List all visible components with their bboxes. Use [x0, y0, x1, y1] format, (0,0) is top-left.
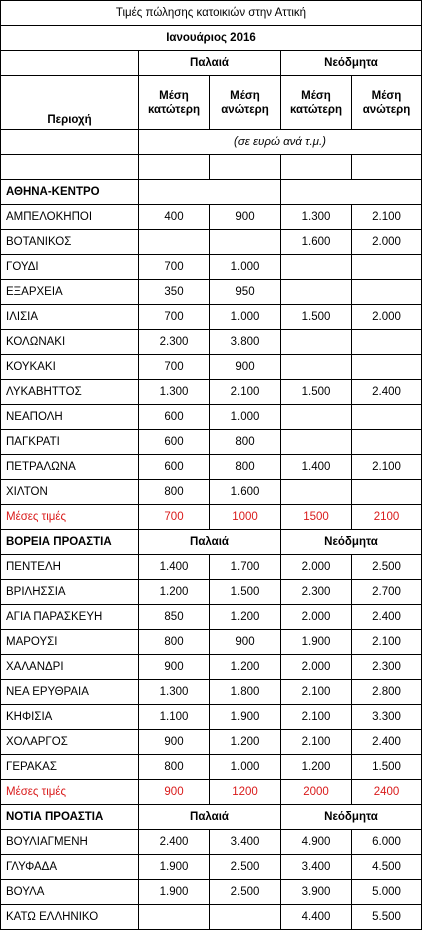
table-title: Τιμές πώλησης κατοικιών στην Αττική — [1, 1, 422, 26]
min-palaia-value: 600 — [139, 405, 210, 430]
table-row — [1, 705, 422, 730]
spacer-cell — [352, 155, 422, 180]
max-palaia-value: 1.700 — [210, 555, 281, 580]
min-neodmita-value: 4.900 — [281, 830, 352, 855]
section-neodmita-label — [281, 180, 422, 205]
header-empty-cell — [1, 51, 139, 76]
area-name: ΧΑΛΑΝΔΡΙ — [1, 655, 139, 680]
max-neodmita-value: 2.100 — [352, 630, 422, 655]
max-neodmita-value — [352, 405, 422, 430]
table-row — [1, 380, 422, 405]
table-row — [1, 905, 422, 930]
min-neodmita-value: 4.400 — [281, 905, 352, 930]
header-palaia: Παλαιά — [139, 51, 281, 76]
header-neodmita: Νεόδμητα — [281, 51, 422, 76]
table-row — [1, 330, 422, 355]
area-name: ΠΕΤΡΑΛΩΝΑ — [1, 455, 139, 480]
max-palaia-value: 1.000 — [210, 305, 281, 330]
area-name: ΑΜΠΕΛΟΚΗΠΟΙ — [1, 205, 139, 230]
min-neodmita-value: 1.900 — [281, 630, 352, 655]
area-name: ΙΛΙΣΙΑ — [1, 305, 139, 330]
min-palaia-value: 2.400 — [139, 830, 210, 855]
avg-max-palaia: 1200 — [210, 780, 281, 805]
max-neodmita-value — [352, 355, 422, 380]
min-neodmita-value: 2.000 — [281, 655, 352, 680]
max-neodmita-value: 2.100 — [352, 455, 422, 480]
max-palaia-value: 3.400 — [210, 830, 281, 855]
table-row — [1, 355, 422, 380]
area-name: ΒΡΙΛΗΣΣΙΑ — [1, 580, 139, 605]
max-palaia-value: 1.600 — [210, 480, 281, 505]
min-neodmita-value — [281, 330, 352, 355]
table-subtitle: Ιανουάριος 2016 — [1, 26, 422, 51]
section-palaia-label: Παλαιά — [139, 805, 281, 830]
header-min-neodmita: Μέση κατώτερη — [281, 76, 352, 130]
max-neodmita-value — [352, 480, 422, 505]
min-neodmita-value — [281, 405, 352, 430]
max-neodmita-value: 2.000 — [352, 305, 422, 330]
min-palaia-value: 1.300 — [139, 680, 210, 705]
max-palaia-value: 800 — [210, 430, 281, 455]
max-neodmita-value: 2.400 — [352, 380, 422, 405]
table-row — [1, 555, 422, 580]
max-palaia-value: 950 — [210, 280, 281, 305]
area-name: ΚΟΛΩΝΑΚΙ — [1, 330, 139, 355]
min-palaia-value: 800 — [139, 755, 210, 780]
min-palaia-value — [139, 230, 210, 255]
average-label: Μέσες τιμές — [1, 505, 139, 530]
max-neodmita-value: 2.100 — [352, 205, 422, 230]
max-neodmita-value: 2.800 — [352, 680, 422, 705]
area-name: ΒΟΥΛΑ — [1, 880, 139, 905]
average-row — [1, 780, 422, 805]
header-perioxi: Περιοχή — [1, 76, 139, 130]
average-label: Μέσες τιμές — [1, 780, 139, 805]
min-neodmita-value — [281, 255, 352, 280]
min-neodmita-value: 1.500 — [281, 380, 352, 405]
table-row — [1, 205, 422, 230]
min-neodmita-value: 2.000 — [281, 605, 352, 630]
section-name: ΝΟΤΙΑ ΠΡΟΑΣΤΙΑ — [1, 805, 139, 830]
max-palaia-value: 1.200 — [210, 605, 281, 630]
max-neodmita-value: 6.000 — [352, 830, 422, 855]
min-palaia-value: 1.100 — [139, 705, 210, 730]
max-neodmita-value: 2.000 — [352, 230, 422, 255]
avg-max-neodmita: 2100 — [352, 505, 422, 530]
max-palaia-value: 800 — [210, 455, 281, 480]
max-palaia-value: 2.500 — [210, 855, 281, 880]
section-header-row — [1, 180, 422, 205]
area-name: ΚΑΤΩ ΕΛΛΗΝΙΚΟ — [1, 905, 139, 930]
max-palaia-value: 1.900 — [210, 705, 281, 730]
max-neodmita-value: 3.300 — [352, 705, 422, 730]
average-row — [1, 505, 422, 530]
spacer-cell — [210, 155, 281, 180]
min-palaia-value: 350 — [139, 280, 210, 305]
min-palaia-value: 1.900 — [139, 855, 210, 880]
max-neodmita-value: 2.400 — [352, 730, 422, 755]
max-palaia-value: 1.200 — [210, 730, 281, 755]
min-palaia-value: 400 — [139, 205, 210, 230]
unit-note: (σε ευρώ ανά τ.μ.) — [139, 130, 422, 155]
area-name: ΓΟΥΔΙ — [1, 255, 139, 280]
area-name: ΚΗΦΙΣΙΑ — [1, 705, 139, 730]
table-row — [1, 655, 422, 680]
table-row — [1, 255, 422, 280]
min-palaia-value: 850 — [139, 605, 210, 630]
area-name: ΛΥΚΑΒΗΤΤΟΣ — [1, 380, 139, 405]
section-name: ΑΘΗΝΑ-ΚΕΝΤΡΟ — [1, 180, 139, 205]
min-palaia-value: 1.300 — [139, 380, 210, 405]
min-palaia-value: 1.400 — [139, 555, 210, 580]
spacer-cell — [1, 155, 139, 180]
section-palaia-label: Παλαιά — [139, 530, 281, 555]
max-palaia-value: 1.200 — [210, 655, 281, 680]
table-row — [1, 280, 422, 305]
avg-min-neodmita: 1500 — [281, 505, 352, 530]
area-name: ΓΛΥΦΑΔΑ — [1, 855, 139, 880]
section-name: ΒΟΡΕΙΑ ΠΡΟΑΣΤΙΑ — [1, 530, 139, 555]
min-neodmita-value: 3.900 — [281, 880, 352, 905]
min-neodmita-value: 1.200 — [281, 755, 352, 780]
table-row — [1, 880, 422, 905]
area-name: ΠΕΝΤΕΛΗ — [1, 555, 139, 580]
table-row — [1, 455, 422, 480]
min-neodmita-value: 2.100 — [281, 730, 352, 755]
min-palaia-value: 600 — [139, 430, 210, 455]
avg-max-palaia: 1000 — [210, 505, 281, 530]
min-palaia-value: 700 — [139, 255, 210, 280]
min-neodmita-value: 2.100 — [281, 705, 352, 730]
max-palaia-value: 1.000 — [210, 405, 281, 430]
table-row — [1, 580, 422, 605]
min-palaia-value: 900 — [139, 730, 210, 755]
area-name: ΜΑΡΟΥΣΙ — [1, 630, 139, 655]
avg-min-neodmita: 2000 — [281, 780, 352, 805]
area-name: ΕΞΑΡΧΕΙΑ — [1, 280, 139, 305]
max-palaia-value: 1.500 — [210, 580, 281, 605]
max-palaia-value: 1.000 — [210, 755, 281, 780]
unit-empty-cell — [1, 130, 139, 155]
area-name: ΓΕΡΑΚΑΣ — [1, 755, 139, 780]
max-neodmita-value: 2.700 — [352, 580, 422, 605]
table-row — [1, 480, 422, 505]
spacer-cell — [139, 155, 210, 180]
max-neodmita-value: 4.500 — [352, 855, 422, 880]
max-palaia-value: 1.000 — [210, 255, 281, 280]
min-neodmita-value — [281, 355, 352, 380]
table-row — [1, 430, 422, 455]
max-neodmita-value — [352, 330, 422, 355]
min-palaia-value: 600 — [139, 455, 210, 480]
min-palaia-value: 800 — [139, 480, 210, 505]
min-palaia-value: 700 — [139, 355, 210, 380]
header-min-palaia: Μέση κατώτερη — [139, 76, 210, 130]
max-palaia-value — [210, 905, 281, 930]
min-neodmita-value: 1.400 — [281, 455, 352, 480]
max-neodmita-value: 1.500 — [352, 755, 422, 780]
area-name: ΒΟΤΑΝΙΚΟΣ — [1, 230, 139, 255]
min-neodmita-value: 1.500 — [281, 305, 352, 330]
max-neodmita-value — [352, 255, 422, 280]
min-neodmita-value: 2.100 — [281, 680, 352, 705]
min-palaia-value: 800 — [139, 630, 210, 655]
area-name: ΠΑΓΚΡΑΤΙ — [1, 430, 139, 455]
max-neodmita-value: 2.300 — [352, 655, 422, 680]
section-header-row — [1, 805, 422, 830]
max-neodmita-value — [352, 430, 422, 455]
min-neodmita-value: 1.600 — [281, 230, 352, 255]
table-row — [1, 230, 422, 255]
area-name: ΧΙΛΤΟΝ — [1, 480, 139, 505]
spacer-cell — [281, 155, 352, 180]
max-neodmita-value — [352, 280, 422, 305]
min-palaia-value — [139, 905, 210, 930]
min-neodmita-value: 2.300 — [281, 580, 352, 605]
table-row — [1, 405, 422, 430]
section-neodmita-label: Νεόδμητα — [281, 530, 422, 555]
section-palaia-label — [139, 180, 281, 205]
min-palaia-value: 2.300 — [139, 330, 210, 355]
table-row — [1, 730, 422, 755]
table-row — [1, 680, 422, 705]
area-name: ΚΟΥΚΑΚΙ — [1, 355, 139, 380]
max-palaia-value — [210, 230, 281, 255]
max-palaia-value: 900 — [210, 205, 281, 230]
max-neodmita-value: 2.400 — [352, 605, 422, 630]
avg-max-neodmita: 2400 — [352, 780, 422, 805]
section-header-row — [1, 530, 422, 555]
max-neodmita-value: 2.500 — [352, 555, 422, 580]
table-row — [1, 755, 422, 780]
min-neodmita-value: 2.000 — [281, 555, 352, 580]
max-neodmita-value: 5.500 — [352, 905, 422, 930]
min-neodmita-value: 3.400 — [281, 855, 352, 880]
table-row — [1, 305, 422, 330]
min-neodmita-value — [281, 430, 352, 455]
avg-min-palaia: 700 — [139, 505, 210, 530]
table-row — [1, 830, 422, 855]
table-row — [1, 855, 422, 880]
area-name: ΝΕΑ ΕΡΥΘΡΑΙΑ — [1, 680, 139, 705]
min-palaia-value: 900 — [139, 655, 210, 680]
table-row — [1, 605, 422, 630]
max-palaia-value: 1.800 — [210, 680, 281, 705]
avg-min-palaia: 900 — [139, 780, 210, 805]
min-palaia-value: 1.200 — [139, 580, 210, 605]
table-row — [1, 630, 422, 655]
min-neodmita-value — [281, 280, 352, 305]
min-neodmita-value — [281, 480, 352, 505]
area-name: ΝΕΑΠΟΛΗ — [1, 405, 139, 430]
area-name: ΑΓΙΑ ΠΑΡΑΣΚΕΥΗ — [1, 605, 139, 630]
min-palaia-value: 1.900 — [139, 880, 210, 905]
area-name: ΧΟΛΑΡΓΟΣ — [1, 730, 139, 755]
max-palaia-value: 900 — [210, 355, 281, 380]
section-neodmita-label: Νεόδμητα — [281, 805, 422, 830]
header-max-palaia: Μέση ανώτερη — [210, 76, 281, 130]
min-palaia-value: 700 — [139, 305, 210, 330]
max-palaia-value: 2.500 — [210, 880, 281, 905]
max-palaia-value: 900 — [210, 630, 281, 655]
max-palaia-value: 3.800 — [210, 330, 281, 355]
max-palaia-value: 2.100 — [210, 380, 281, 405]
area-name: ΒΟΥΛΙΑΓΜΕΝΗ — [1, 830, 139, 855]
max-neodmita-value: 5.000 — [352, 880, 422, 905]
header-max-neodmita: Μέση ανώτερη — [352, 76, 422, 130]
min-neodmita-value: 1.300 — [281, 205, 352, 230]
